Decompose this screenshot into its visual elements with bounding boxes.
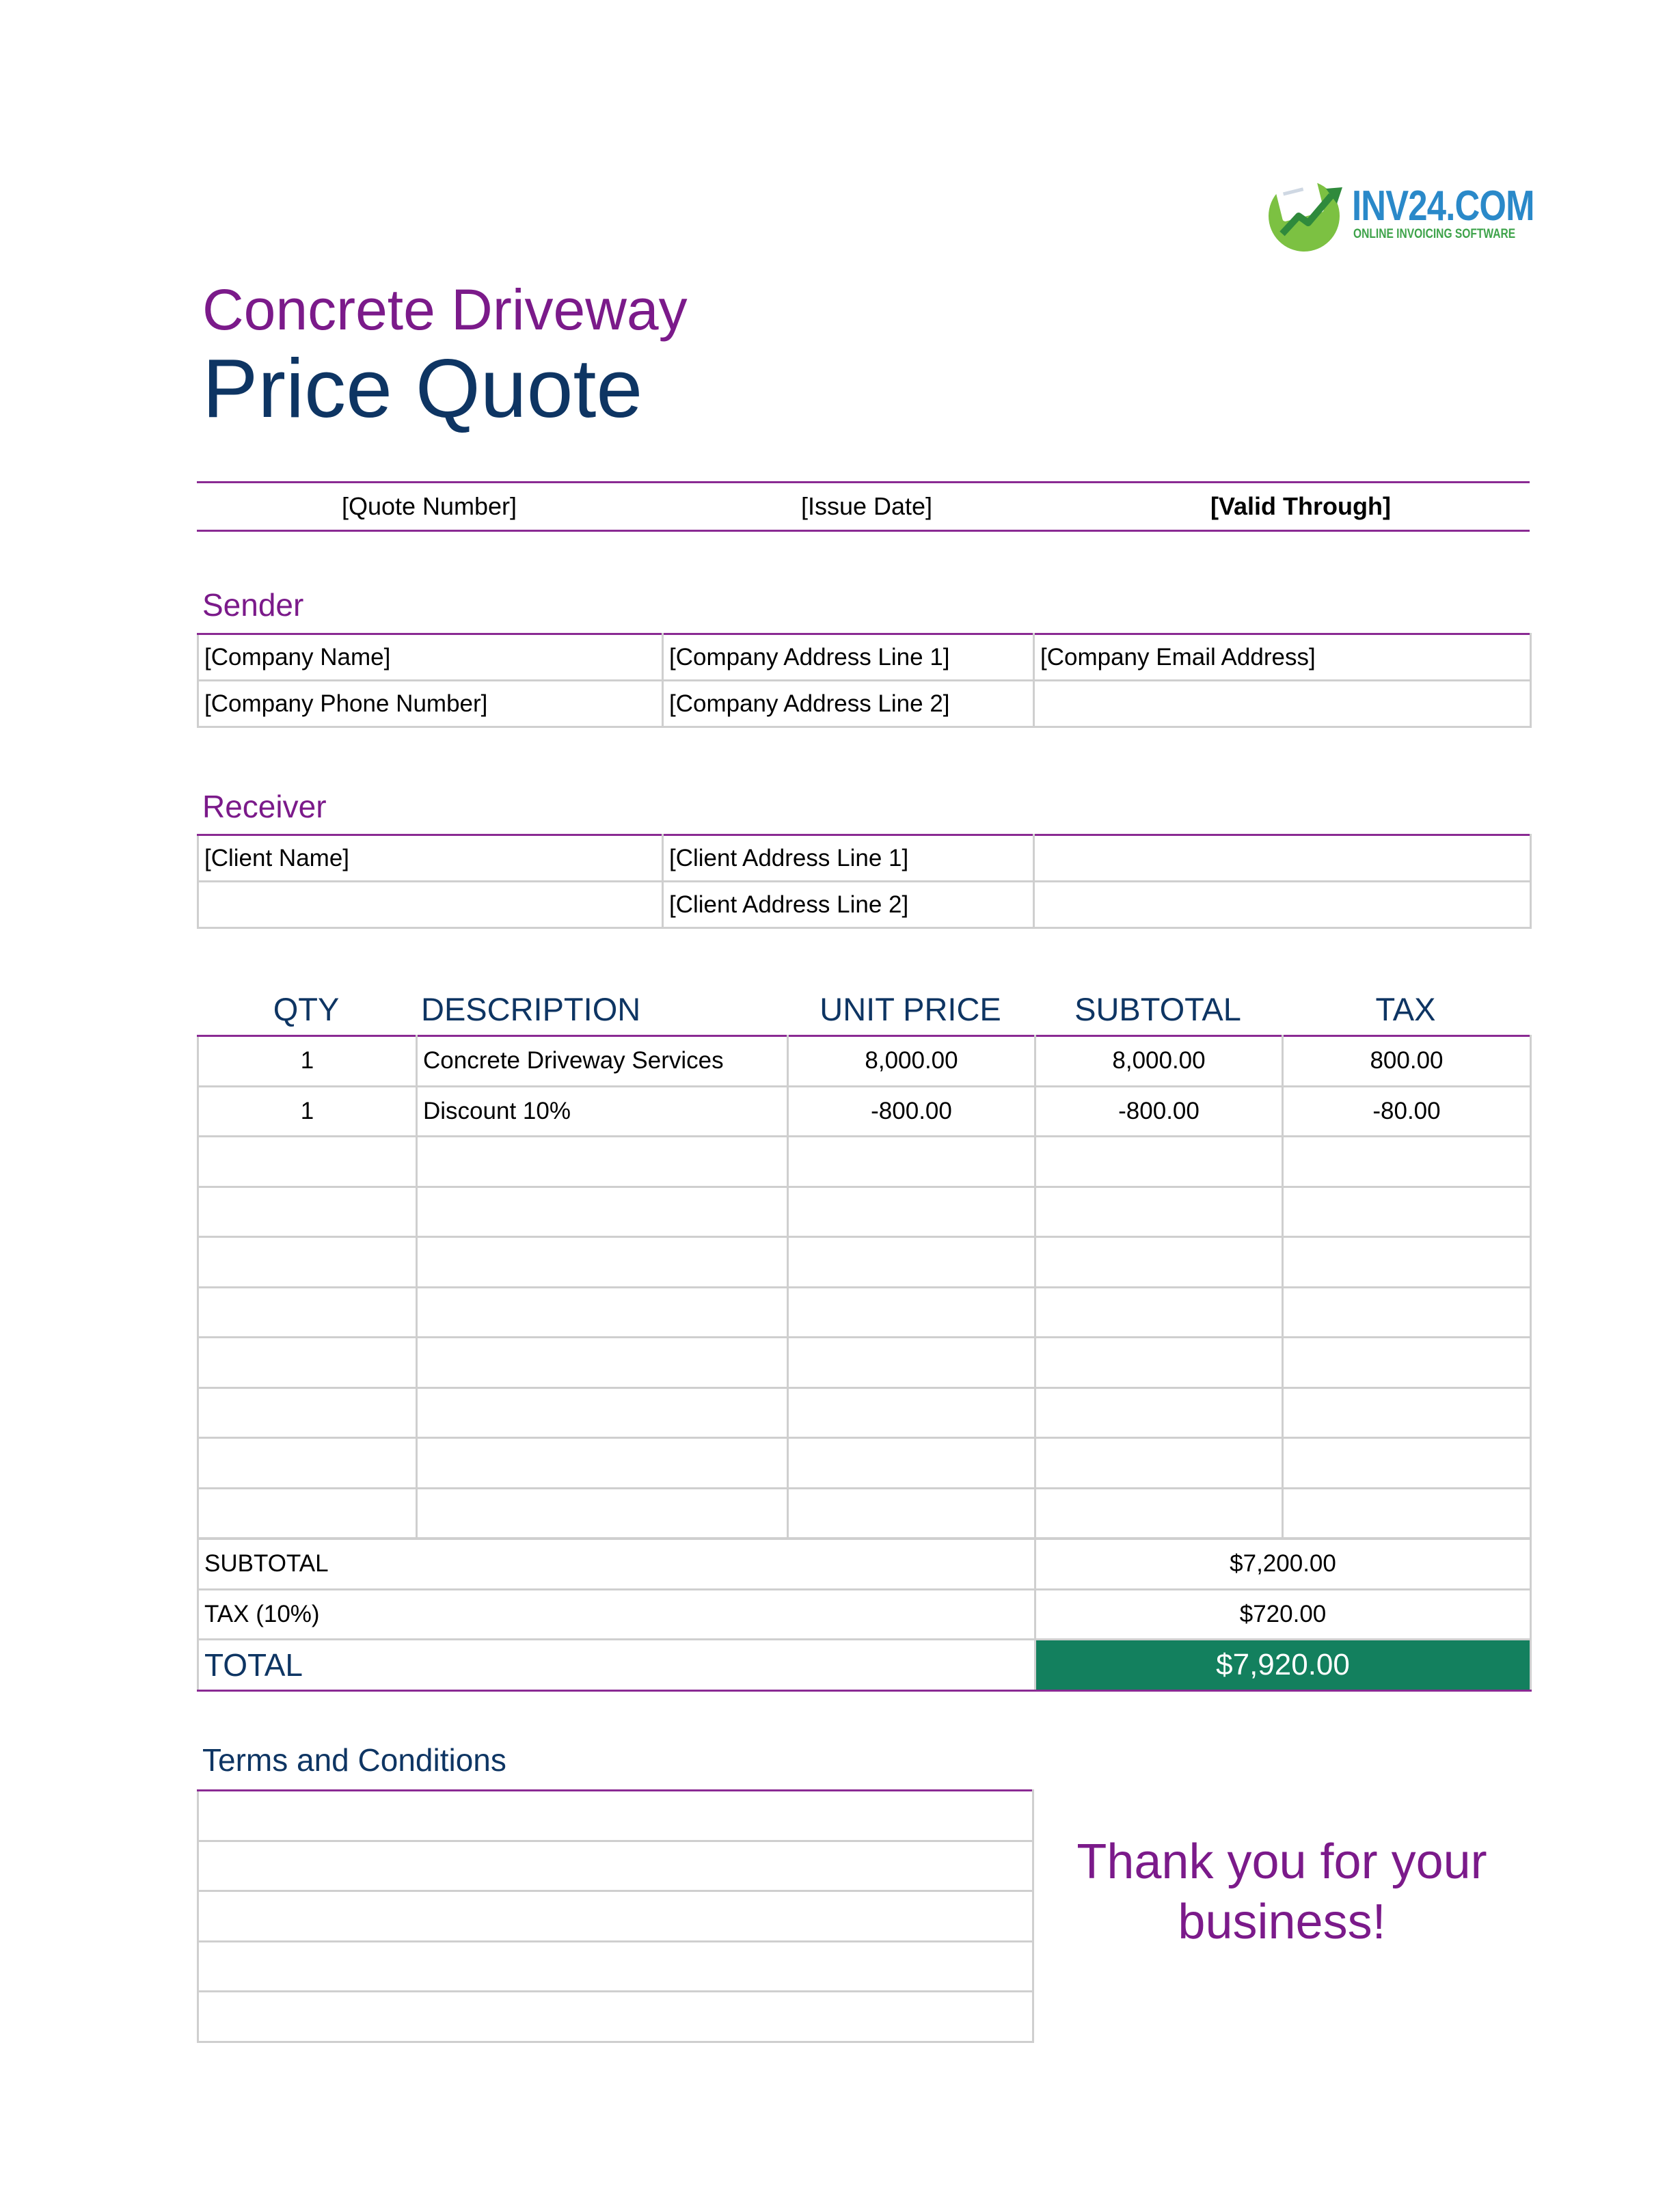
table-row	[198, 1488, 1531, 1539]
table-row	[198, 1187, 1531, 1237]
quote-info-bar	[197, 481, 1530, 532]
qty-cell[interactable]	[198, 1287, 417, 1338]
tax-cell[interactable]	[1283, 1338, 1531, 1388]
sender-email[interactable]: [Company Email Address]	[1034, 634, 1531, 681]
sender-address-line-2[interactable]: [Company Address Line 2]	[663, 681, 1034, 727]
unit-price-cell[interactable]	[788, 1338, 1035, 1388]
items-table	[197, 1035, 1532, 1539]
sender-empty-cell[interactable]	[1034, 681, 1531, 727]
unit-price-cell[interactable]: -800.00	[788, 1086, 1035, 1137]
valid-through-field[interactable]: [Valid Through]	[1210, 492, 1391, 520]
table-row	[198, 1338, 1531, 1388]
unit-price-cell[interactable]	[788, 1287, 1035, 1338]
receiver-empty-cell[interactable]	[198, 882, 663, 928]
table-row	[198, 1137, 1531, 1187]
terms-line[interactable]	[198, 1941, 1033, 1992]
terms-line[interactable]	[198, 1841, 1033, 1891]
receiver-table	[197, 834, 1532, 929]
tax-cell[interactable]	[1283, 1237, 1531, 1288]
quote-number-field[interactable]: [Quote Number]	[341, 492, 517, 520]
items-header	[197, 986, 1530, 1033]
terms-line[interactable]	[198, 1791, 1033, 1841]
table-row	[198, 1237, 1531, 1288]
subtotal-cell[interactable]	[1035, 1488, 1283, 1539]
subtotal-header: SUBTOTAL	[1074, 991, 1241, 1027]
totals-table	[197, 1538, 1532, 1692]
thank-you-message: Thank you for your business!	[1076, 1834, 1487, 1949]
tax-cell[interactable]	[1283, 1137, 1531, 1187]
subtotal-label: SUBTOTAL	[198, 1539, 1035, 1590]
subtotal-cell[interactable]	[1035, 1187, 1283, 1237]
table-row	[198, 1036, 1531, 1087]
tax-header: TAX	[1375, 991, 1436, 1027]
tax-cell[interactable]	[1283, 1438, 1531, 1489]
logo-brand: INV24.COM	[1352, 182, 1534, 230]
subtotal-cell[interactable]	[1035, 1287, 1283, 1338]
invoice-arrow-icon	[1263, 171, 1352, 253]
quote-subject-title: Concrete Driveway	[202, 277, 688, 342]
subtotal-cell[interactable]	[1035, 1137, 1283, 1187]
tax-cell[interactable]: 800.00	[1283, 1036, 1531, 1087]
unit-price-cell[interactable]	[788, 1488, 1035, 1539]
subtotal-value: $7,200.00	[1035, 1539, 1531, 1590]
qty-cell[interactable]	[198, 1438, 417, 1489]
qty-cell[interactable]: 1	[198, 1086, 417, 1137]
total-value: $7,920.00	[1035, 1640, 1531, 1691]
logo-tagline: ONLINE INVOICING SOFTWARE	[1353, 227, 1516, 241]
tax-value: $720.00	[1035, 1589, 1531, 1640]
unit-price-cell[interactable]	[788, 1387, 1035, 1438]
subtotal-cell[interactable]	[1035, 1387, 1283, 1438]
receiver-heading: Receiver	[202, 789, 327, 824]
description-cell[interactable]	[417, 1387, 788, 1438]
total-label: TOTAL	[198, 1640, 1035, 1691]
sender-heading: Sender	[202, 587, 304, 623]
tax-cell[interactable]	[1283, 1287, 1531, 1338]
receiver-client-name[interactable]: [Client Name]	[198, 835, 663, 882]
qty-cell[interactable]: 1	[198, 1036, 417, 1087]
tax-cell[interactable]	[1283, 1387, 1531, 1438]
description-cell[interactable]: Concrete Driveway Services	[417, 1036, 788, 1087]
terms-table	[197, 1789, 1034, 2043]
description-cell[interactable]	[417, 1187, 788, 1237]
description-cell[interactable]	[417, 1137, 788, 1187]
table-row	[198, 1438, 1531, 1489]
description-cell[interactable]	[417, 1237, 788, 1288]
unit-price-cell[interactable]	[788, 1137, 1035, 1187]
description-cell[interactable]: Discount 10%	[417, 1086, 788, 1137]
description-header: DESCRIPTION	[421, 991, 641, 1027]
receiver-empty-cell[interactable]	[1034, 882, 1531, 928]
unit-price-cell[interactable]	[788, 1438, 1035, 1489]
unit-price-cell[interactable]	[788, 1187, 1035, 1237]
receiver-address-line-2[interactable]: [Client Address Line 2]	[663, 882, 1034, 928]
receiver-empty-cell[interactable]	[1034, 835, 1531, 882]
description-cell[interactable]	[417, 1438, 788, 1489]
subtotal-cell[interactable]	[1035, 1438, 1283, 1489]
sender-address-line-1[interactable]: [Company Address Line 1]	[663, 634, 1034, 681]
qty-cell[interactable]	[198, 1488, 417, 1539]
tax-cell[interactable]	[1283, 1488, 1531, 1539]
terms-heading: Terms and Conditions	[202, 1742, 506, 1778]
description-cell[interactable]	[417, 1338, 788, 1388]
inv24-logo	[1263, 171, 1534, 253]
description-cell[interactable]	[417, 1488, 788, 1539]
qty-cell[interactable]	[198, 1137, 417, 1187]
unit-price-header: UNIT PRICE	[819, 991, 1001, 1027]
table-row	[198, 1287, 1531, 1338]
qty-cell[interactable]	[198, 1338, 417, 1388]
unit-price-cell[interactable]	[788, 1237, 1035, 1288]
issue-date-field[interactable]: [Issue Date]	[800, 492, 933, 520]
subtotal-cell[interactable]: -800.00	[1035, 1086, 1283, 1137]
sender-phone[interactable]: [Company Phone Number]	[198, 681, 663, 727]
table-row	[198, 1086, 1531, 1137]
tax-label: TAX (10%)	[198, 1589, 1035, 1640]
unit-price-cell[interactable]: 8,000.00	[788, 1036, 1035, 1087]
page-title: Price Quote	[202, 342, 643, 435]
sender-company-name[interactable]: [Company Name]	[198, 634, 663, 681]
terms-line[interactable]	[198, 1891, 1033, 1942]
qty-cell[interactable]	[198, 1387, 417, 1438]
table-row	[198, 1387, 1531, 1438]
tax-cell[interactable]: -80.00	[1283, 1086, 1531, 1137]
sender-table	[197, 633, 1532, 728]
receiver-address-line-1[interactable]: [Client Address Line 1]	[663, 835, 1034, 882]
qty-cell[interactable]	[198, 1187, 417, 1237]
terms-line[interactable]	[198, 1992, 1033, 2042]
subtotal-cell[interactable]	[1035, 1237, 1283, 1288]
tax-cell[interactable]	[1283, 1187, 1531, 1237]
subtotal-cell[interactable]: 8,000.00	[1035, 1036, 1283, 1087]
qty-header: QTY	[273, 991, 340, 1027]
description-cell[interactable]	[417, 1287, 788, 1338]
qty-cell[interactable]	[198, 1237, 417, 1288]
subtotal-cell[interactable]	[1035, 1338, 1283, 1388]
